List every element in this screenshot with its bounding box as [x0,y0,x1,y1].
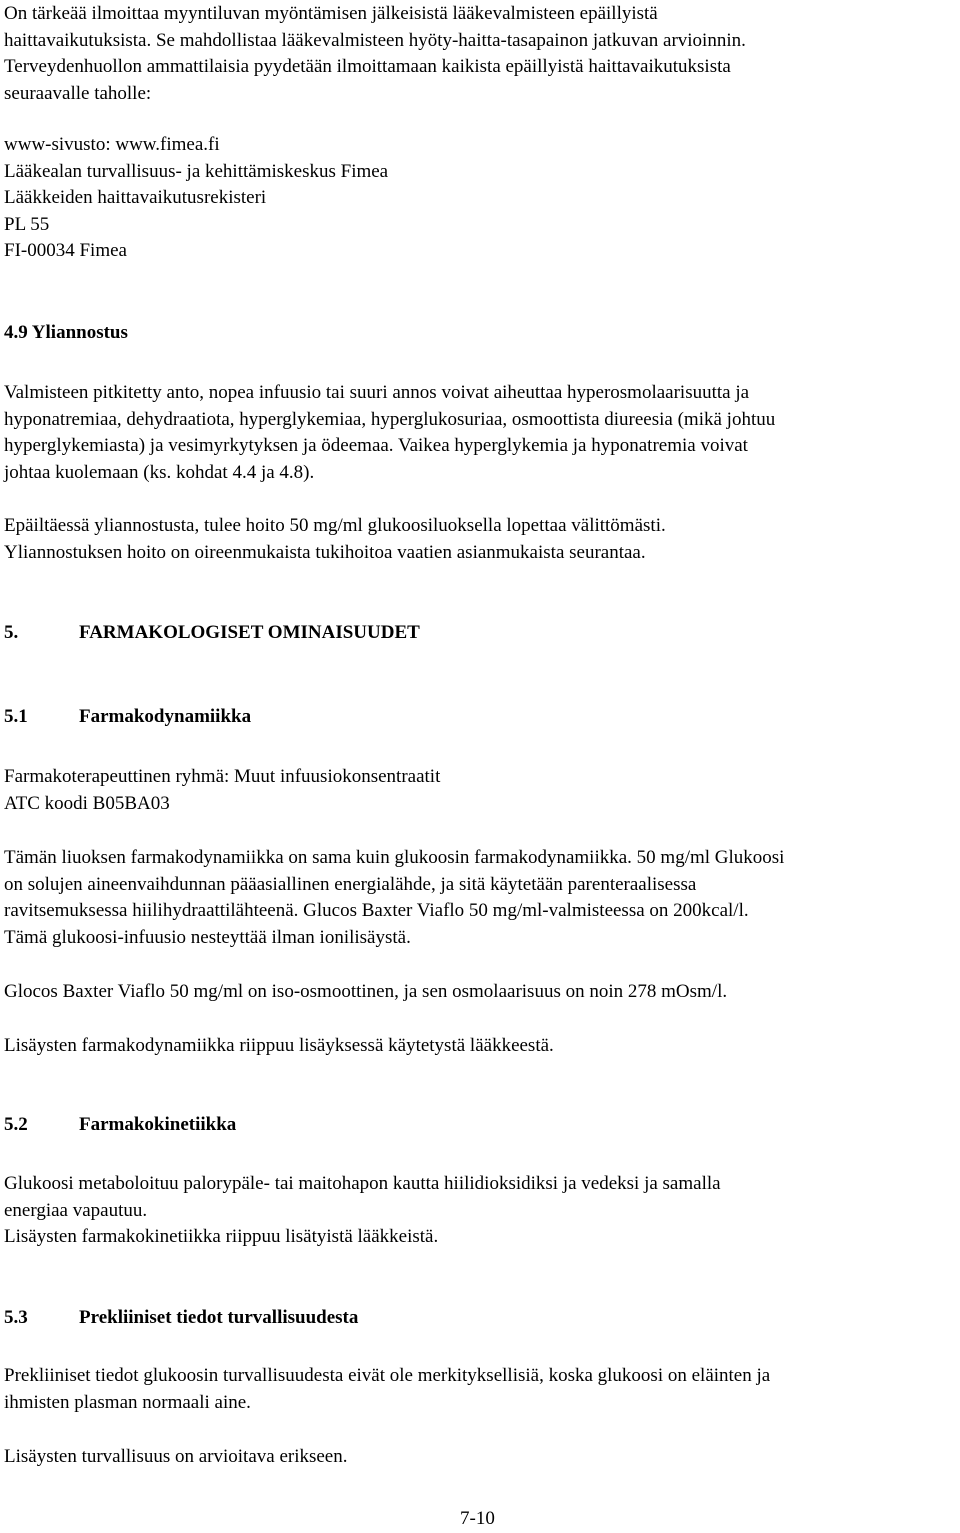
paragraph-line: Yliannostuksen hoito on oireenmukaista tukihoitoa vaatien asianmukaista seurantaa. [4,541,646,563]
section-5-1-paragraph-2 [4,845,954,951]
intro-paragraph [4,1,954,107]
section-5-1-paragraph-4 [4,1033,954,1060]
contact-registry: Lääkkeiden haittavaikutusrekisteri [4,187,267,208]
section-4-9-paragraph-1 [4,380,954,486]
paragraph-line: ravitsemuksessa hiilihydraattilähteenä. Glucos Baxter Viaflo 50 mg/ml-valmisteessa on 200kcal/l. [4,900,749,921]
paragraph-line: hyponatremiaa, dehydraatiota, hyperglykemiaa, hyperglukosuriaa, osmoottista diureesia (mikä johtuu [4,408,776,430]
section-5-1-heading [4,704,251,731]
contact-po-box: PL 55 [4,213,50,235]
paragraph-line: Valmisteen pitkitetty anto, nopea infuusio tai suuri annos voivat aiheuttaa hyperosmolaarisuutta ja [4,382,750,403]
paragraph-line: Prekliiniset tiedot glukoosin turvallisuudesta eivät ole merkityksellisiä, koska glukoosi on eläinten ja [4,1365,771,1386]
paragraph-line: ihmisten plasman normaali aine. [4,1391,251,1413]
section-4-9-heading: 4.9 Yliannostus [4,322,128,343]
section-5-3-heading [4,1305,358,1332]
section-number: 5.1 [4,706,28,727]
section-5-1-paragraph-3 [4,979,954,1006]
section-5-3-paragraph-2 [4,1444,954,1471]
intro-line: seuraavalle taholle: [4,82,152,104]
section-5-1-paragraph-1 [4,764,954,817]
paragraph-line: on solujen aineenvaihdunnan pääasiallinen energialähde, ja sitä käytetään parenteraalisessa [4,873,697,895]
contact-postal-code: FI-00034 Fimea [4,240,127,261]
section-title: FARMAKOLOGISET OMINAISUUDET [79,622,420,643]
paragraph-line: Lisäysten turvallisuus on arvioitava erikseen. [4,1446,348,1467]
section-5-2-heading [4,1112,236,1139]
paragraph-line: energiaa vapautuu. [4,1199,148,1221]
section-4-9-paragraph-2 [4,513,954,566]
paragraph-line: hyperglykemiasta) ja vesimyrkytyksen ja ödeemaa. Vaikea hyperglykemia ja hyponatremia voivat [4,435,748,456]
section-5-heading [4,620,420,647]
contact-block [4,132,954,265]
paragraph-line: Tämän liuoksen farmakodynamiikka on sama kuin glukoosin farmakodynamiikka. 50 mg/ml Glukoosi [4,847,785,868]
section-number: 5.3 [4,1307,28,1328]
section-title: Farmakodynamiikka [79,706,252,727]
paragraph-line: Lisäysten farmakodynamiikka riippuu lisäyksessä käytetystä lääkkeestä. [4,1035,554,1056]
paragraph-line: Glocos Baxter Viaflo 50 mg/ml on iso-osmoottinen, ja sen osmolaarisuus on noin 278 mOsm/l. [4,981,728,1002]
section-number: 5. [4,622,19,643]
section-number: 5.2 [4,1114,28,1135]
paragraph-line: Epäiltäessä yliannostusta, tulee hoito 50 mg/ml glukoosiluoksella lopettaa välittömästi. [4,515,666,536]
contact-website: www-sivusto: www.fimea.fi [4,134,220,155]
intro-line: haittavaikutuksista. Se mahdollistaa lääkevalmisteen hyöty-haitta-tasapainon jatkuvan arvioinnin. [4,29,746,51]
section-title: Prekliiniset tiedot turvallisuudesta [79,1307,359,1328]
intro-line: On tärkeää ilmoittaa myyntiluvan myöntämisen jälkeisistä lääkevalmisteen epäillyistä [4,3,658,24]
paragraph-line: johtaa kuolemaan (ks. kohdat 4.4 ja 4.8). [4,461,315,483]
section-5-3-paragraph-1 [4,1363,954,1416]
intro-line: Terveydenhuollon ammattilaisia pyydetään ilmoittamaan kaikista epäillyistä haittavaikutuksista [4,56,731,77]
section-5-2-paragraph-1 [4,1171,954,1251]
contact-organization: Lääkealan turvallisuus- ja kehittämiskeskus Fimea [4,160,389,182]
paragraph-line: Farmakoterapeuttinen ryhmä: Muut infuusiokonsentraatit [4,766,441,787]
section-title: Farmakokinetiikka [79,1114,237,1135]
page-number: 7-10 [460,1508,495,1529]
paragraph-line: Lisäysten farmakokinetiikka riippuu lisätyistä lääkkeistä. [4,1226,439,1247]
paragraph-line: Glukoosi metaboloituu palorypäle- tai maitohapon kautta hiilidioksidiksi ja vedeksi ja samalla [4,1173,721,1194]
paragraph-line: ATC koodi B05BA03 [4,792,170,814]
paragraph-line: Tämä glukoosi-infuusio nesteyttää ilman ionilisäystä. [4,926,411,948]
